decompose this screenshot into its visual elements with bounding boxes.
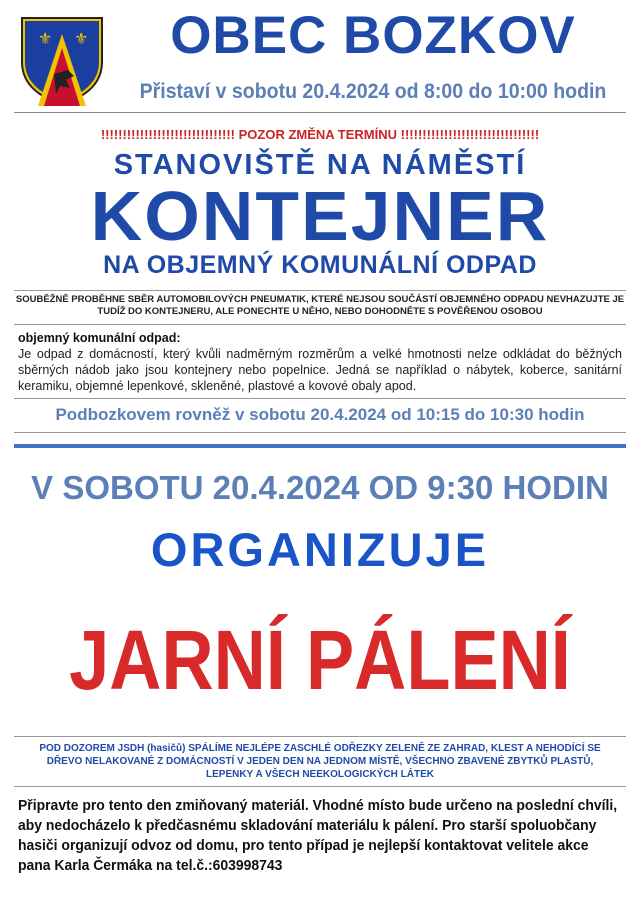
warning-banner: !!!!!!!!!!!!!!!!!!!!!!!!!!!!!!! POZOR ZMĚNA TERMÍNU !!!!!!!!!!!!!!!!!!!!!!!!!!!!!!!! xyxy=(100,127,540,142)
divider xyxy=(14,736,626,737)
instructions-text: Připravte pro tento den zmiňovaný materiál. Vhodné místo bude určeno na poslední chvíli, aby nedocházelo k předčasnému skladování materiálu k pálení. Pro starší spoluobčany hasiči organizují odvoz od domu, pro tento případ je nejlepší kontaktovat velitele akce pana Karla Čermáka na tel.č.:603998743 xyxy=(18,797,618,874)
divider xyxy=(14,290,626,291)
divider xyxy=(14,112,626,113)
container-heading: KONTEJNER xyxy=(90,177,550,255)
divider xyxy=(14,398,626,399)
organizes-heading: ORGANIZUJE xyxy=(150,523,490,576)
delivery-time: Přistaví v sobotu 20.4.2024 od 8:00 do 10:00 hodin xyxy=(139,80,607,103)
event-title: JARNÍ PÁLENÍ xyxy=(69,613,571,707)
divider xyxy=(14,324,626,325)
waste-type-heading: NA OBJEMNÝ KOMUNÁLNÍ ODPAD xyxy=(103,251,537,279)
definition-label: objemný komunální odpad: xyxy=(18,331,181,345)
svg-text:⚜: ⚜ xyxy=(74,29,89,48)
section-divider xyxy=(14,444,626,448)
event-date: V SOBOTU 20.4.2024 OD 9:30 HODIN xyxy=(31,469,609,506)
definition-text: Je odpad z domácností, který kvůli nadměrným rozměrům a velké hmotnosti nelze odkládat do běžných sběrných nádob jako jsou kontejnery nebo popelnice. Jedná se například o nábytek, koberce, sanitární keramiku, objemné lepenkové, skleněné, plastové a kovové obaly apod. xyxy=(18,347,622,393)
supervision-notice: POD DOZOREM JSDH (hasičů) SPÁLÍME NEJLÉPE ZASCHLÉ ODŘEZKY ZELENĚ ZE ZAHRAD, KLEST A NEHODÍCÍ SE DŘEVO NELAKOVANÉ Z DOMÁCNOSTÍ V JEDEN DEN NA JEDNOM MÍSTĚ, VŠECHNO ZBAVENÉ ZBYTKŮ PLASTŮ, LEPENKY A VŠECH NEEKOLOGICKÝCH LÁTEK xyxy=(39,743,601,780)
divider xyxy=(14,432,626,433)
podbozkov-notice: Podbozkovem rovněž v sobotu 20.4.2024 od 10:15 do 10:30 hodin xyxy=(55,405,585,424)
location-heading: STANOVIŠTĚ NA NÁMĚSTÍ xyxy=(113,149,527,181)
divider xyxy=(14,786,626,787)
svg-text:⚜: ⚜ xyxy=(38,29,53,48)
page-title: OBEC BOZKOV xyxy=(170,6,576,65)
coat-of-arms-icon xyxy=(16,14,108,106)
tyre-notice: SOUBĚŽNĚ PROBĚHNE SBĚR AUTOMOBILOVÝCH PNEUMATIK, KTERÉ NEJSOU SOUČÁSTÍ OBJEMNÉHO ODPADU NEVHAZUJTE JE TUDÍŽ DO KONTEJNERU, ALE PONECHTE U NĚHO, NEBO DOHODNĚTE S POVĚŘENOU OSOBOU xyxy=(15,294,625,317)
